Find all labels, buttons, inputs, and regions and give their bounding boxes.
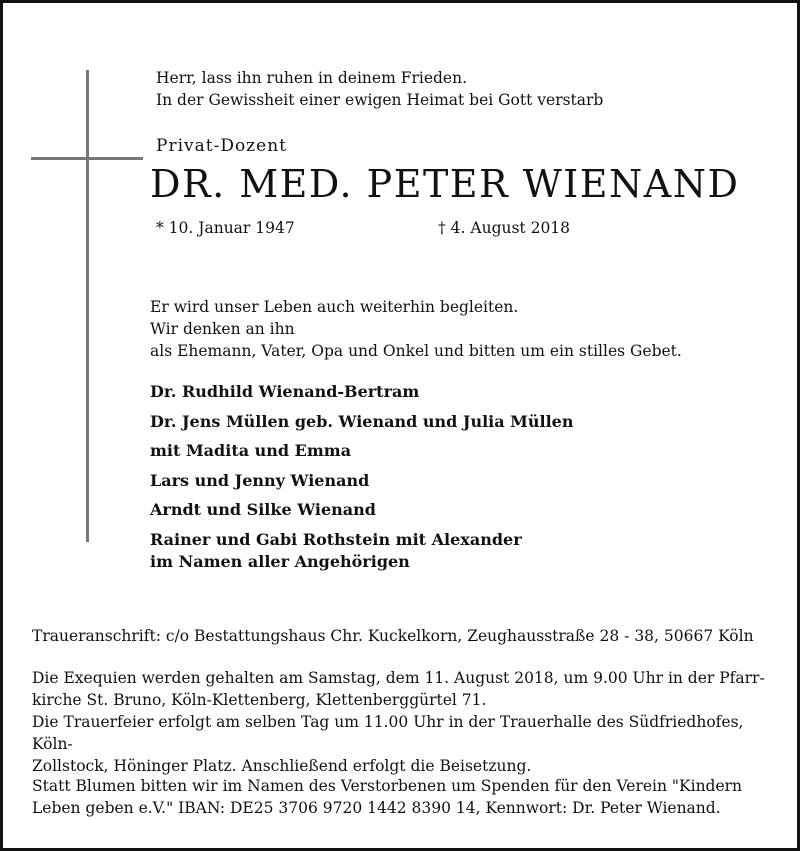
family-member: Lars und Jenny Wienand bbox=[150, 470, 370, 490]
funeral-line: Die Exequien werden gehalten am Samstag, dem 11. August 2018, um 9.00 Uhr in der Pfarr- bbox=[32, 669, 765, 687]
cross-horizontal-bar bbox=[31, 157, 143, 160]
family-list bbox=[150, 377, 573, 554]
closing-text bbox=[150, 296, 682, 362]
mourning-address: Traueranschrift: c/o Bestattungshaus Chr. Kuckelkorn, Zeughausstraße 28 - 38, 50667 Köln bbox=[32, 627, 754, 645]
deceased-name: DR. MED. PETER WIENAND bbox=[150, 162, 740, 206]
verse-line: In der Gewissheit einer ewigen Heimat bei Gott verstarb bbox=[156, 91, 604, 109]
donation-line: Leben geben e.V." IBAN: DE25 3706 9720 1442 8390 14, Kennwort: Dr. Peter Wienand. bbox=[32, 799, 721, 817]
family-member: Dr. Jens Müllen geb. Wienand und Julia Müllen bbox=[150, 411, 574, 431]
academic-title: Privat-Dozent bbox=[156, 136, 287, 156]
death-date: † 4. August 2018 bbox=[438, 219, 571, 237]
verse bbox=[156, 67, 603, 111]
family-member: mit Madita und Emma bbox=[150, 441, 352, 460]
funeral-line: kirche St. Bruno, Köln-Klettenberg, Klettenberggürtel 71. bbox=[32, 691, 487, 709]
closing-line: Er wird unser Leben auch weiterhin begleiten. bbox=[150, 298, 519, 316]
family-member: Rainer und Gabi Rothstein mit Alexander bbox=[150, 529, 522, 549]
funeral-info bbox=[32, 667, 767, 777]
closing-line: Wir denken an ihn bbox=[150, 320, 295, 338]
verse-line: Herr, lass ihn ruhen in deinem Frieden. bbox=[156, 69, 467, 87]
on-behalf-line: im Namen aller Angehörigen bbox=[150, 552, 410, 571]
donation-info bbox=[32, 775, 767, 819]
closing-line: als Ehemann, Vater, Opa und Onkel und bitten um ein stilles Gebet. bbox=[150, 342, 682, 360]
funeral-line: Die Trauerfeier erfolgt am selben Tag um 11.00 Uhr in der Trauerhalle des Südfriedhofes, Köln- bbox=[32, 713, 744, 753]
cross-vertical-bar bbox=[86, 70, 89, 542]
birth-date: * 10. Januar 1947 bbox=[156, 219, 295, 237]
funeral-line: Zollstock, Höninger Platz. Anschließend erfolgt die Beisetzung. bbox=[32, 757, 532, 775]
family-member: Arndt und Silke Wienand bbox=[150, 500, 376, 519]
donation-line: Statt Blumen bitten wir im Namen des Verstorbenen um Spenden für den Verein "Kindern bbox=[32, 777, 743, 795]
family-member: Dr. Rudhild Wienand-Bertram bbox=[150, 382, 420, 401]
